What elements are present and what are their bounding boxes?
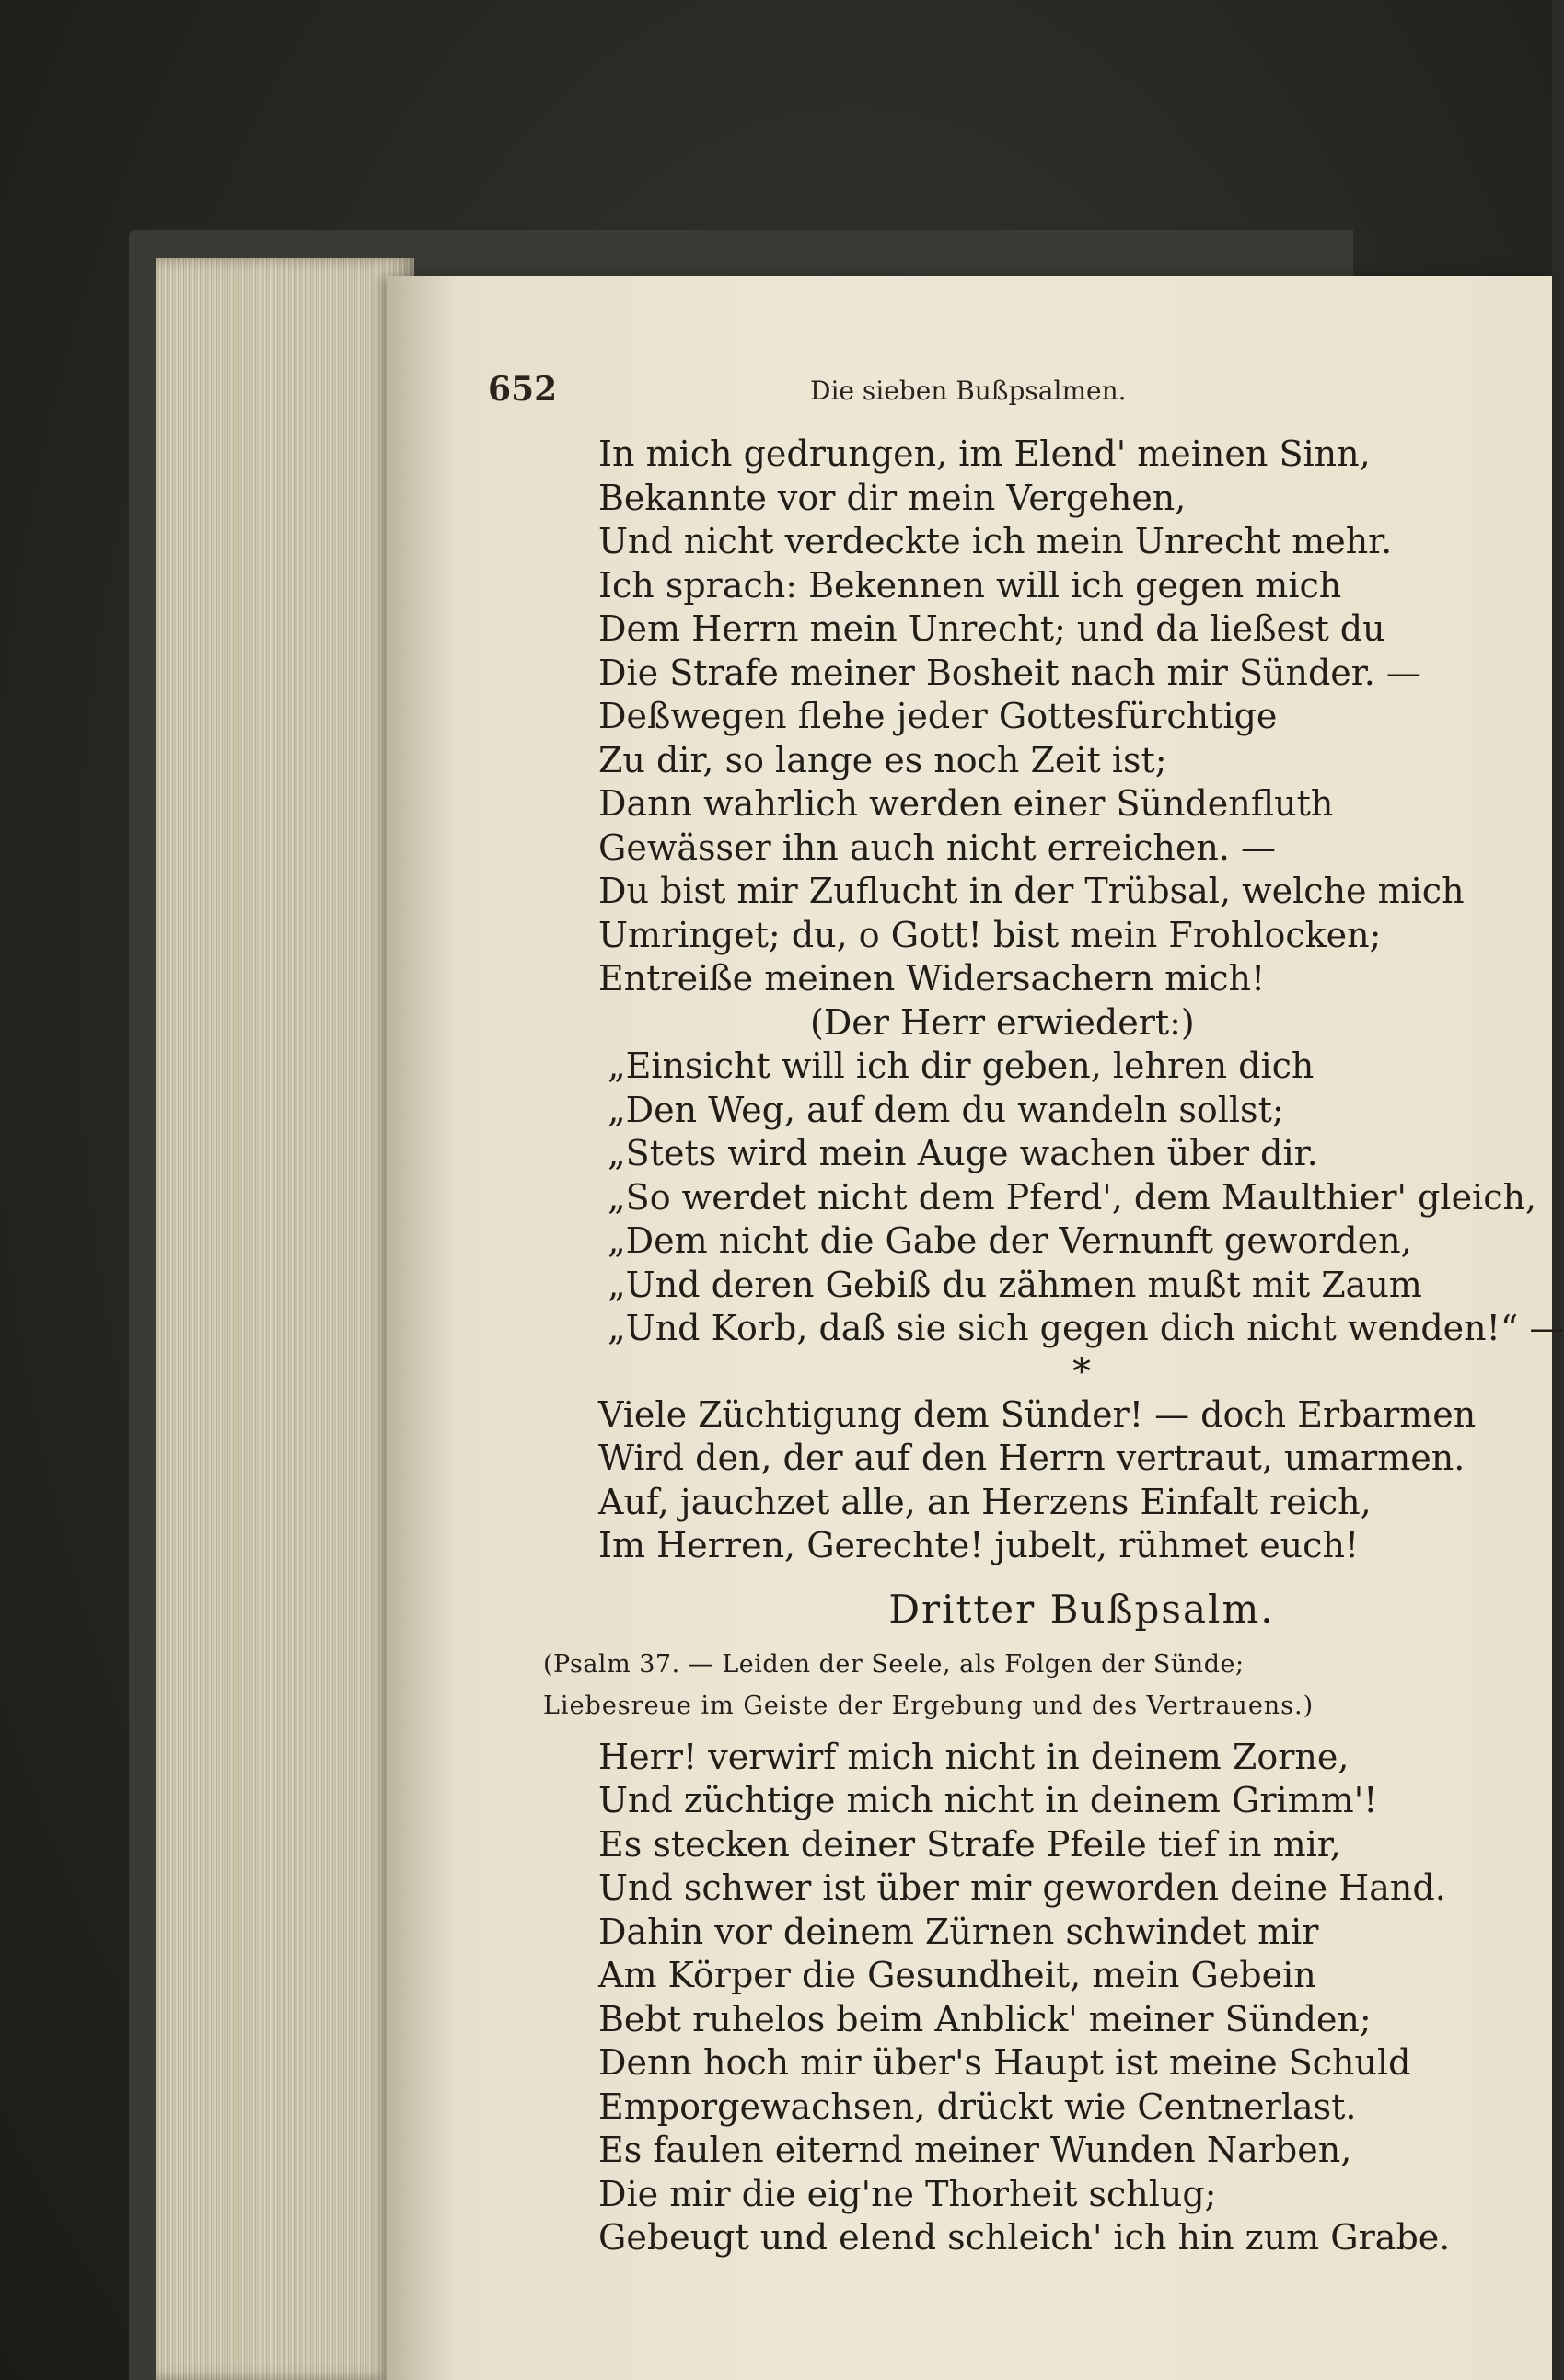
spacer bbox=[598, 1727, 1454, 1736]
verse-line: Umringet; du, o Gott! bist mein Frohlocken; bbox=[598, 914, 1382, 955]
verse-line: Es faulen eiternd meiner Wunden Narben, bbox=[598, 2130, 1352, 2170]
verse-line: Viele Züchtigung dem Sünder! — doch Erbarmen bbox=[598, 1393, 1477, 1435]
verse-line: In mich gedrungen, im Elend' meinen Sinn, bbox=[598, 433, 1371, 474]
verse-line: Bekannte vor dir mein Vergehen, bbox=[598, 477, 1187, 518]
quoted-verse-line: „Einsicht will ich dir geben, lehren dich bbox=[608, 1046, 1315, 1086]
verse-line: Du bist mir Zuflucht in der Trübsal, welche mich bbox=[598, 871, 1465, 911]
quoted-verse-line: „Und Korb, daß sie sich gegen dich nicht wenden!“ — bbox=[608, 1308, 1564, 1348]
verse-line: Und nicht verdeckte ich mein Unrecht mehr. bbox=[598, 521, 1393, 561]
quoted-verse-line: „So werdet nicht dem Pferd', dem Maulthier' gleich, bbox=[608, 1176, 1537, 1218]
verse-line: Deßwegen flehe jeder Gottesfürchtige bbox=[598, 696, 1278, 736]
section-subtitle: (Psalm 37. — Leiden der Seele, als Folgen der Sünde; bbox=[543, 1649, 1245, 1679]
verse-line: Denn hoch mir über's Haupt ist meine Schuld bbox=[598, 2042, 1411, 2083]
verse-line: Gebeugt und elend schleich' ich hin zum Grabe. bbox=[598, 2217, 1451, 2258]
page-edges bbox=[156, 258, 414, 2380]
verse-line: Emporgewachsen, drückt wie Centnerlast. bbox=[598, 2085, 1357, 2127]
verse-line: Bebt ruhelos beim Anblick' meiner Sünden; bbox=[598, 1998, 1372, 2039]
verse-line: Die mir die eig'ne Thorheit schlug; bbox=[598, 2173, 1217, 2214]
verse-line: Dem Herrn mein Unrecht; und da ließest du bbox=[598, 608, 1385, 649]
verse-line: Dahin vor deinem Zürnen schwindet mir bbox=[598, 1911, 1319, 1952]
asterisk-separator: * bbox=[1072, 1350, 1091, 1393]
verse-line: Ich sprach: Bekennen will ich gegen mich bbox=[598, 564, 1342, 606]
verse-line: Und schwer ist über mir geworden deine Hand. bbox=[598, 1867, 1446, 1908]
verse-line: Im Herren, Gerechte! jubelt, rühmet euch! bbox=[598, 1525, 1360, 1565]
verse-line: Wird den, der auf den Herrn vertraut, umarmen. bbox=[598, 1438, 1466, 1478]
section-heading: Dritter Bußpsalm. bbox=[888, 1586, 1275, 1632]
quoted-verse-line: „Und deren Gebiß du zähmen mußt mit Zaum bbox=[608, 1264, 1422, 1305]
stage-direction: (Der Herr erwiedert:) bbox=[810, 1001, 1195, 1043]
quoted-verse-line: „Stets wird mein Auge wachen über dir. bbox=[608, 1133, 1318, 1173]
quoted-verse-line: „Dem nicht die Gabe der Vernunft geworden, bbox=[608, 1220, 1412, 1261]
running-head-title: Die sieben Bußpsalmen. bbox=[810, 375, 1127, 406]
verse-line: Herr! verwirf mich nicht in deinem Zorne, bbox=[598, 1736, 1350, 1777]
verse-line: Es stecken deiner Strafe Pfeile tief in mir, bbox=[598, 1823, 1341, 1865]
running-head bbox=[488, 370, 1436, 416]
page-number: 652 bbox=[488, 370, 558, 409]
verse-line: Die Strafe meiner Bosheit nach mir Sünder. — bbox=[598, 652, 1421, 693]
verse-line: Zu dir, so lange es noch Zeit ist; bbox=[598, 739, 1167, 780]
verse-line: Am Körper die Gesundheit, mein Gebein bbox=[598, 1955, 1316, 1995]
quoted-verse-line: „Den Weg, auf dem du wandeln sollst; bbox=[608, 1089, 1284, 1130]
poem-text-block bbox=[543, 433, 1564, 2260]
verse-line: Und züchtige mich nicht in deinem Grimm'! bbox=[598, 1780, 1378, 1820]
verse-line: Entreiße meinen Widersachern mich! bbox=[598, 958, 1266, 999]
verse-line: Gewässer ihn auch nicht erreichen. — bbox=[598, 826, 1276, 868]
verse-line: Auf, jauchzet alle, an Herzens Einfalt reich, bbox=[598, 1481, 1372, 1522]
section-subtitle: Liebesreue im Geiste der Ergebung und des Vertrauens.) bbox=[543, 1691, 1315, 1720]
verse-line: Dann wahrlich werden einer Sündenfluth bbox=[598, 783, 1334, 824]
